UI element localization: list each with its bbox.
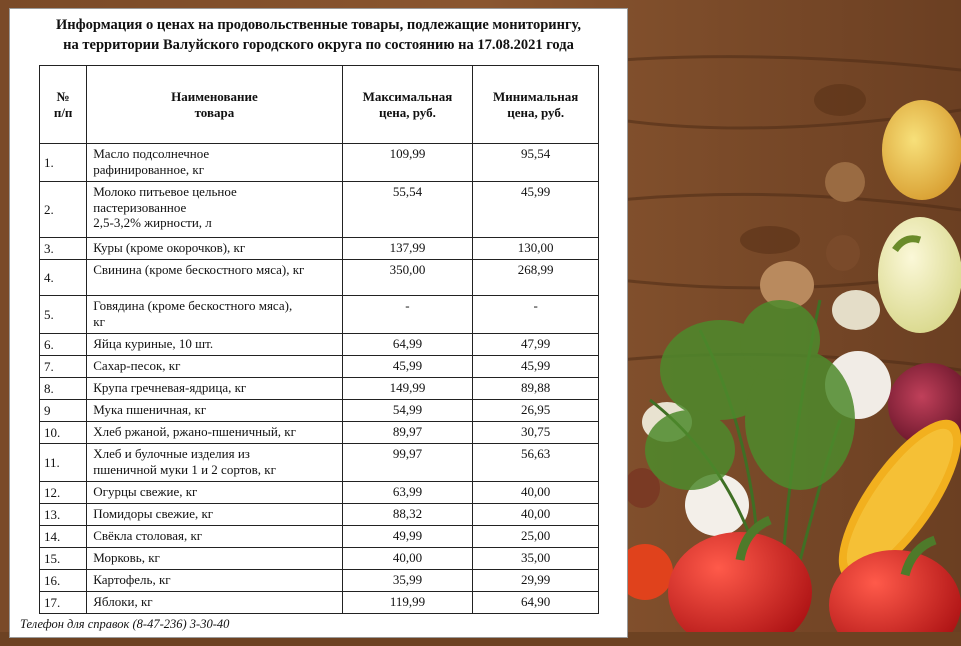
min-price: 40,00 — [473, 504, 599, 526]
row-number: 9 — [40, 400, 87, 422]
header-number — [40, 66, 87, 144]
product-name-line: Говядина (кроме бескостного мяса), — [93, 298, 293, 313]
product-name — [87, 548, 342, 570]
row-number: 10. — [40, 422, 87, 444]
table-row — [40, 238, 599, 260]
product-name — [87, 144, 342, 182]
max-price: 49,99 — [342, 526, 473, 548]
max-price: - — [342, 296, 473, 334]
header-min-line-1: Минимальная — [492, 89, 579, 104]
min-price: 30,75 — [473, 422, 599, 444]
max-price: 350,00 — [342, 260, 473, 296]
product-name — [87, 238, 342, 260]
product-name — [87, 444, 342, 482]
row-number: 7. — [40, 356, 87, 378]
header-number-line-1: № — [56, 89, 70, 104]
product-name — [87, 570, 342, 592]
contact-phone: Телефон для справок (8-47-236) 3-30-40 — [20, 617, 230, 631]
product-name-line: Куры (кроме окорочков), кг — [93, 240, 246, 255]
table-row — [40, 334, 599, 356]
product-name — [87, 296, 342, 334]
product-name-line: Морковь, кг — [93, 550, 160, 565]
min-price: 40,00 — [473, 482, 599, 504]
header-max-line-2: цена, руб. — [379, 104, 436, 120]
row-number: 6. — [40, 334, 87, 356]
product-name — [87, 356, 342, 378]
product-name-line: Свинина (кроме бескостного мяса), кг — [93, 262, 305, 277]
table-row — [40, 144, 599, 182]
min-price: 25,00 — [473, 526, 599, 548]
product-name-line: Крупа гречневая-ядрица, кг — [93, 380, 247, 395]
row-number: 13. — [40, 504, 87, 526]
product-name — [87, 182, 342, 238]
table-row — [40, 548, 599, 570]
product-name-line: пшеничной муки 1 и 2 сортов, кг — [93, 461, 276, 477]
product-name — [87, 504, 342, 526]
product-name — [87, 592, 342, 614]
product-name-line: Мука пшеничная, кг — [93, 402, 207, 417]
row-number: 3. — [40, 238, 87, 260]
max-price: 45,99 — [342, 356, 473, 378]
max-price: 89,97 — [342, 422, 473, 444]
title-line-2: на территории Валуйского городского округа по состоянию на 17.08.2021 года — [63, 37, 574, 53]
table-row — [40, 296, 599, 334]
min-price: 130,00 — [473, 238, 599, 260]
product-name — [87, 334, 342, 356]
product-name — [87, 400, 342, 422]
max-price: 109,99 — [342, 144, 473, 182]
table-row — [40, 400, 599, 422]
table-row — [40, 182, 599, 238]
min-price: 47,99 — [473, 334, 599, 356]
product-name-line: Хлеб ржаной, ржано-пшеничный, кг — [93, 424, 296, 439]
max-price: 40,00 — [342, 548, 473, 570]
product-name — [87, 422, 342, 444]
min-price: 89,88 — [473, 378, 599, 400]
table-row — [40, 526, 599, 548]
table-row — [40, 444, 599, 482]
product-name-line: Яйца куриные, 10 шт. — [93, 336, 214, 351]
table-row — [40, 422, 599, 444]
header-name-line-2: товара — [194, 104, 235, 120]
product-name — [87, 378, 342, 400]
product-name-line: кг — [93, 313, 105, 329]
product-name — [87, 526, 342, 548]
table-row — [40, 356, 599, 378]
table-row — [40, 570, 599, 592]
price-info-document — [9, 8, 628, 638]
min-price: - — [473, 296, 599, 334]
max-price: 63,99 — [342, 482, 473, 504]
header-product-name — [87, 66, 342, 144]
price-table — [39, 65, 599, 614]
row-number: 17. — [40, 592, 87, 614]
product-name-line: Помидоры свежие, кг — [93, 506, 214, 521]
product-name-line: 2,5-3,2% жирности, л — [93, 215, 212, 230]
header-min-price — [473, 66, 599, 144]
min-price: 29,99 — [473, 570, 599, 592]
row-number: 14. — [40, 526, 87, 548]
product-name-line: Молоко питьевое цельное — [93, 184, 237, 199]
header-min-line-2: цена, руб. — [507, 104, 565, 120]
product-name-line: Картофель, кг — [93, 572, 171, 587]
product-name-line: Яблоки, кг — [93, 594, 153, 609]
product-name-line: Сахар-песок, кг — [93, 358, 181, 373]
row-number: 1. — [40, 144, 87, 182]
header-max-price — [342, 66, 473, 144]
max-price: 55,54 — [342, 182, 473, 238]
product-name-line: Огурцы свежие, кг — [93, 484, 198, 499]
header-max-line-1: Максимальная — [362, 89, 453, 104]
min-price: 56,63 — [473, 444, 599, 482]
product-name — [87, 482, 342, 504]
document-title — [10, 15, 627, 55]
table-body — [40, 144, 599, 614]
product-name-line: пастеризованное — [93, 199, 187, 215]
row-number: 12. — [40, 482, 87, 504]
min-price: 45,99 — [473, 182, 599, 238]
product-name-line: рафинированное, кг — [93, 161, 205, 177]
header-name-line-1: Наименование — [171, 89, 258, 104]
min-price: 268,99 — [473, 260, 599, 296]
max-price: 99,97 — [342, 444, 473, 482]
table-row — [40, 378, 599, 400]
product-name — [87, 260, 342, 296]
title-line-1: Информация о ценах на продовольственные товары, подлежащие мониторингу, — [56, 17, 581, 33]
row-number: 11. — [40, 444, 87, 482]
row-number: 4. — [40, 260, 87, 296]
min-price: 26,95 — [473, 400, 599, 422]
table-header-row — [40, 66, 599, 144]
max-price: 137,99 — [342, 238, 473, 260]
min-price: 35,00 — [473, 548, 599, 570]
max-price: 54,99 — [342, 400, 473, 422]
row-number: 15. — [40, 548, 87, 570]
max-price: 35,99 — [342, 570, 473, 592]
max-price: 88,32 — [342, 504, 473, 526]
table-row — [40, 592, 599, 614]
product-name-line: Свёкла столовая, кг — [93, 528, 203, 543]
table-row — [40, 482, 599, 504]
product-name-line: Хлеб и булочные изделия из — [93, 446, 250, 461]
max-price: 149,99 — [342, 378, 473, 400]
table-row — [40, 504, 599, 526]
max-price: 64,99 — [342, 334, 473, 356]
header-number-line-2: п/п — [53, 104, 73, 120]
min-price: 64,90 — [473, 592, 599, 614]
row-number: 5. — [40, 296, 87, 334]
row-number: 16. — [40, 570, 87, 592]
table-row — [40, 260, 599, 296]
product-name-line: Масло подсолнечное — [93, 146, 210, 161]
max-price: 119,99 — [342, 592, 473, 614]
min-price: 45,99 — [473, 356, 599, 378]
row-number: 2. — [40, 182, 87, 238]
min-price: 95,54 — [473, 144, 599, 182]
row-number: 8. — [40, 378, 87, 400]
